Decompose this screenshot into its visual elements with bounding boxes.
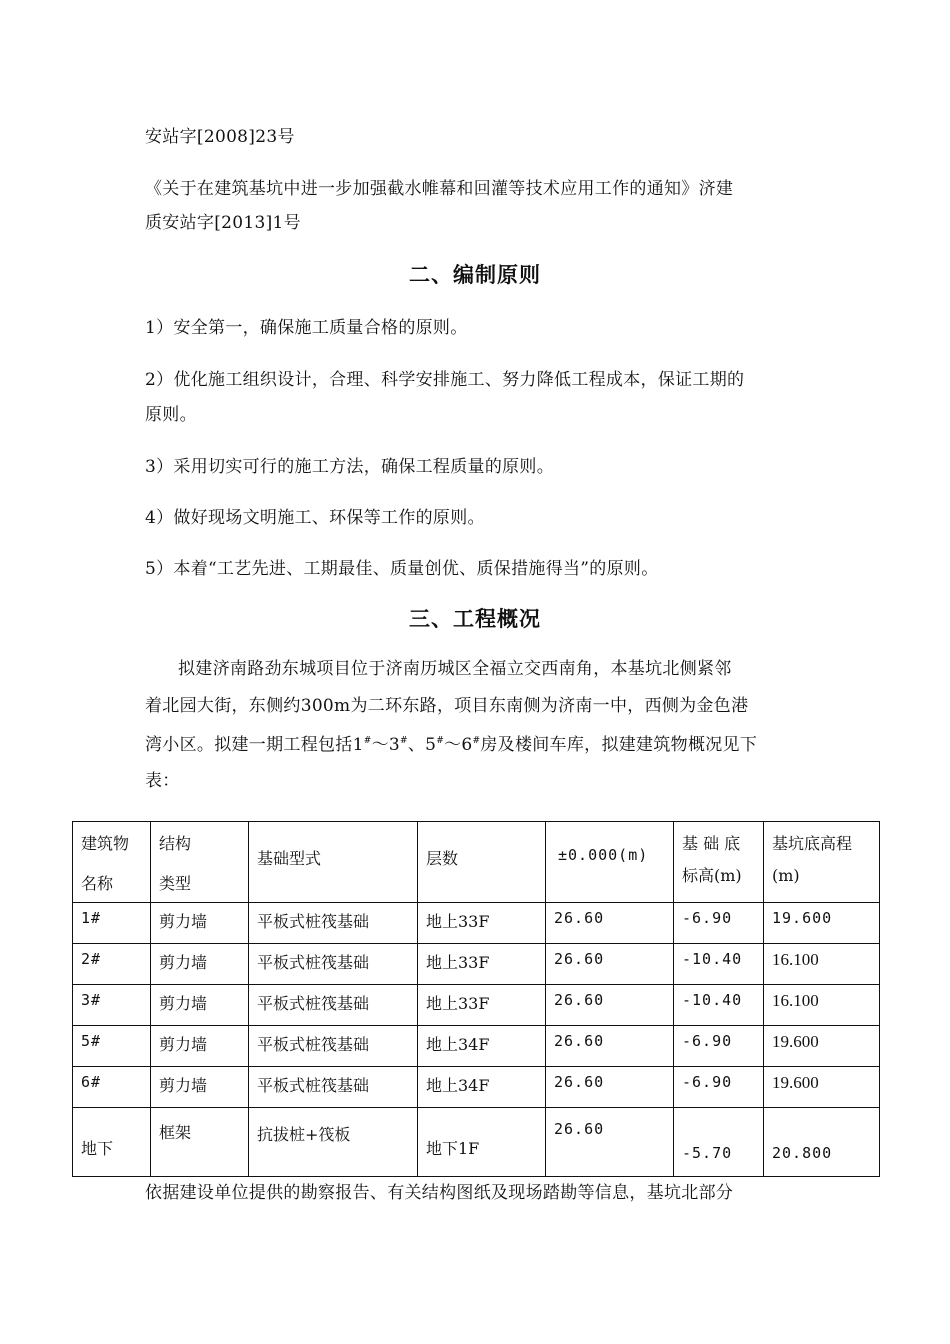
header-text: (m) [772, 866, 800, 885]
cell-zero: 26.60 [546, 903, 674, 944]
header-text: 标高(m) [682, 866, 742, 885]
principle-2-cont: 原则。 [145, 405, 197, 425]
cell-foundation: 平板式桩筏基础 [249, 1067, 418, 1108]
cell-base-elevation [674, 1108, 764, 1177]
cell-foundation: 平板式桩筏基础 [249, 944, 418, 985]
cell-base-elevation: -6.90 [674, 1067, 764, 1108]
cell-foundation: 平板式桩筏基础 [249, 1026, 418, 1067]
cell-foundation [249, 1108, 418, 1177]
cell-base-elevation: -6.90 [674, 903, 764, 944]
cell-floors: 地上34F [418, 1026, 546, 1067]
header-text: 名称 [81, 874, 114, 893]
overview-line-3-part: ～6 [444, 735, 473, 755]
after-table-line: 依据建设单位提供的勘察报告、有关结构图纸及现场踏勘等信息，基坑北部分 [145, 1183, 734, 1203]
cell-name: 1# [73, 903, 151, 944]
header-structure-type [151, 822, 249, 903]
intro-line-3: 质安站字[2013]1号 [145, 213, 301, 233]
cell-base-elevation: -6.90 [674, 1026, 764, 1067]
cell-name: 2# [73, 944, 151, 985]
table-header-row [73, 822, 880, 903]
cell-structure: 剪力墙 [151, 903, 249, 944]
table-row [73, 985, 880, 1026]
table-row [73, 1026, 880, 1067]
cell-floors: 地上33F [418, 944, 546, 985]
cell-floors: 地上34F [418, 1067, 546, 1108]
overview-line-3-part: ～3 [371, 735, 400, 755]
header-building-name [73, 822, 151, 903]
header-text: 建筑物 [81, 834, 130, 853]
table-row [73, 1067, 880, 1108]
overview-line-2: 着北园大街，东侧约300m为二环东路，项目东南侧为济南一中，西侧为金色港 [145, 696, 749, 716]
cell-pit-elevation: 16.100 [764, 944, 880, 985]
cell-pit-elevation: 19.600 [764, 1067, 880, 1108]
principle-3: 3）采用切实可行的施工方法，确保工程质量的原则。 [145, 457, 555, 477]
header-text: 类型 [159, 874, 192, 893]
table-row [73, 944, 880, 985]
overview-line-3-part: 、5 [407, 735, 437, 755]
cell-pit-elevation [764, 1108, 880, 1177]
cell-structure: 剪力墙 [151, 1026, 249, 1067]
section-2-heading: 二、编制原则 [409, 263, 541, 287]
overview-line-3-part: 房及楼间车库，拟建建筑物概况见下 [480, 735, 758, 755]
cell-text: 20.800 [772, 1144, 833, 1162]
table-row [73, 1108, 880, 1177]
principle-4: 4）做好现场文明施工、环保等工作的原则。 [145, 508, 485, 528]
cell-name: 5# [73, 1026, 151, 1067]
cell-zero: 26.60 [546, 944, 674, 985]
superscript: # [436, 736, 445, 746]
principle-2: 2）优化施工组织设计，合理、科学安排施工、努力降低工程成本，保证工期的 [145, 370, 745, 390]
overview-line-1: 拟建济南路劲东城项目位于济南历城区全福立交西南角，本基坑北侧紧邻 [178, 659, 732, 679]
cell-pit-elevation: 19.600 [764, 903, 880, 944]
cell-zero: 26.60 [546, 1067, 674, 1108]
cell-text: 26.60 [554, 1120, 605, 1138]
header-text: ±0.000(m) [558, 846, 649, 864]
cell-pit-elevation: 19.600 [764, 1026, 880, 1067]
principle-5: 5）本着“工艺先进、工期最佳、质量创优、质保措施得当”的原则。 [145, 559, 659, 579]
cell-text: 框架 [159, 1123, 192, 1142]
cell-text: 抗拔桩+筏板 [257, 1125, 351, 1144]
cell-structure: 剪力墙 [151, 1067, 249, 1108]
superscript: # [363, 736, 372, 746]
cell-zero [546, 1108, 674, 1177]
header-text: 基坑底高程 [772, 834, 853, 853]
cell-pit-elevation: 16.100 [764, 985, 880, 1026]
cell-text: 地下 [81, 1139, 114, 1158]
cell-structure: 剪力墙 [151, 944, 249, 985]
header-text: 结构 [159, 834, 192, 853]
cell-floors: 地上33F [418, 903, 546, 944]
section-3-heading: 三、工程概况 [409, 607, 541, 631]
header-zero-elevation [546, 822, 674, 903]
cell-structure [151, 1108, 249, 1177]
header-base-elevation [674, 822, 764, 903]
intro-line-1: 安站字[2008]23号 [145, 127, 295, 147]
cell-name [73, 1108, 151, 1177]
cell-foundation: 平板式桩筏基础 [249, 985, 418, 1026]
cell-text: 地下1F [426, 1139, 480, 1158]
principle-1: 1）安全第一，确保施工质量合格的原则。 [145, 318, 468, 338]
overview-line-4: 表： [145, 771, 180, 791]
intro-line-2: 《关于在建筑基坑中进一步加强截水帷幕和回灌等技术应用工作的通知》济建 [145, 179, 734, 199]
superscript: # [472, 736, 481, 746]
cell-base-elevation: -10.40 [674, 985, 764, 1026]
cell-zero: 26.60 [546, 1026, 674, 1067]
cell-floors: 地上33F [418, 985, 546, 1026]
cell-floors [418, 1108, 546, 1177]
overview-line-3-part: 湾小区。拟建一期工程包括1 [145, 735, 364, 755]
building-table [72, 821, 880, 1177]
header-foundation-type [249, 822, 418, 903]
cell-zero: 26.60 [546, 985, 674, 1026]
header-pit-elevation [764, 822, 880, 903]
cell-name: 6# [73, 1067, 151, 1108]
header-text: 层数 [426, 849, 459, 868]
header-text: 基础型式 [257, 849, 322, 868]
cell-text: -5.70 [682, 1144, 733, 1162]
header-text: 基 础 底 [682, 834, 741, 853]
cell-structure: 剪力墙 [151, 985, 249, 1026]
cell-foundation: 平板式桩筏基础 [249, 903, 418, 944]
cell-name: 3# [73, 985, 151, 1026]
table-row [73, 903, 880, 944]
superscript: # [399, 736, 408, 746]
overview-line-3 [145, 734, 757, 756]
cell-base-elevation: -10.40 [674, 944, 764, 985]
header-floors [418, 822, 546, 903]
